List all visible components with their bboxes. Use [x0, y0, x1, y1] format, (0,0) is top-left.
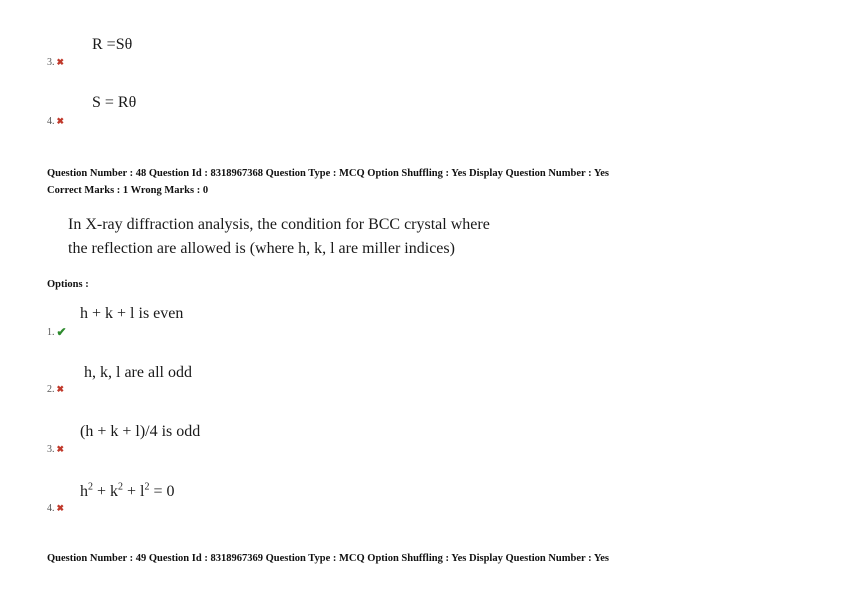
cross-icon: ✖	[56, 503, 65, 513]
option-number: 4.	[47, 116, 55, 127]
cross-icon: ✖	[56, 384, 65, 394]
option-number: 4.	[47, 503, 55, 514]
equation-term: = 0	[149, 483, 175, 500]
option-1-number	[47, 325, 67, 340]
prev-option-4-number	[47, 116, 64, 127]
option-number: 2.	[47, 384, 55, 395]
cross-icon: ✖	[56, 444, 65, 454]
question-49-meta: Question Number : 49 Question Id : 8318967369 Question Type : MCQ Option Shuffling : Yes Display Question Number : Yes	[47, 553, 610, 564]
question-line: the reflection are allowed is (where h, k, l are miller indices)	[68, 240, 455, 257]
prev-option-4-text: S = Rθ	[92, 94, 137, 111]
prev-option-3-number	[47, 57, 64, 68]
question-48-marks: Correct Marks : 1 Wrong Marks : 0	[47, 185, 209, 196]
superscript: 2	[118, 481, 124, 493]
option-number: 1.	[47, 327, 55, 338]
equation-term: + l	[123, 483, 145, 500]
option-3-text: (h + k + l)/4 is odd	[80, 423, 201, 440]
cross-icon: ✖	[56, 116, 65, 126]
prev-option-3-text: R =Sθ	[92, 36, 133, 53]
option-2-text: h, k, l are all odd	[84, 364, 192, 381]
option-number: 3.	[47, 57, 55, 68]
superscript: 2	[88, 481, 93, 493]
question-48-text	[68, 213, 490, 261]
checkmark-icon: ✔	[56, 325, 67, 339]
cross-icon: ✖	[56, 57, 65, 67]
question-line: In X-ray diffraction analysis, the condition for BCC crystal where	[68, 216, 490, 233]
option-3-number	[47, 444, 64, 455]
option-1-text: h + k + l is even	[80, 305, 184, 322]
equation-term: h	[80, 483, 88, 500]
superscript: 2	[144, 481, 150, 493]
option-number: 3.	[47, 444, 55, 455]
question-48-meta: Question Number : 48 Question Id : 8318967368 Question Type : MCQ Option Shuffling : Yes Display Question Number : Yes	[47, 168, 610, 179]
option-4-number	[47, 503, 64, 514]
option-2-number	[47, 384, 64, 395]
equation-term: + k	[93, 483, 119, 500]
options-label: Options :	[47, 279, 89, 290]
option-4-text	[80, 483, 175, 501]
